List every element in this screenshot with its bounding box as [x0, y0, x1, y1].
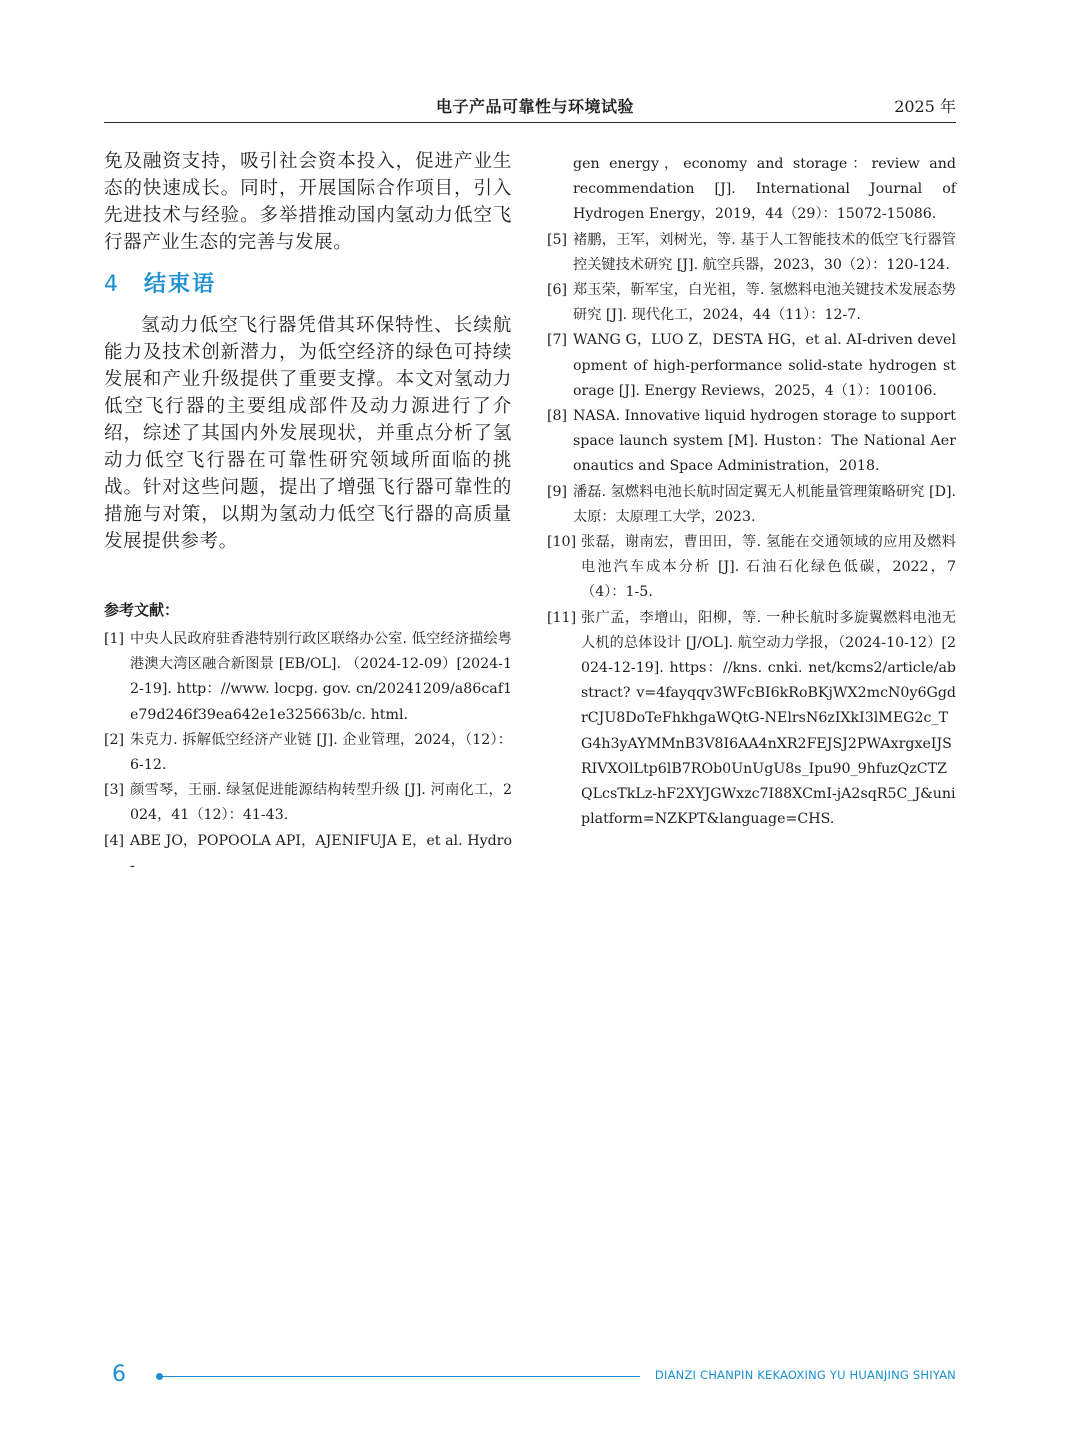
reference-text: NASA. Innovative liquid hydrogen storage to support space launch system [M]. Huston：The National Aeronautics and Space Administration，2018. — [573, 408, 956, 475]
reference-number: [4] — [104, 832, 125, 849]
reference-text: 潘磊. 氢燃料电池长航时固定翼无人机能量管理策略研究 [D]. 太原：太原理工大学，2023. — [573, 483, 956, 525]
reference-number: [1] — [104, 631, 125, 647]
reference-number: [10] — [547, 534, 577, 551]
references-title: 参考文献： — [104, 601, 180, 619]
intro-paragraph: 免及融资支持，吸引社会资本投入，促进产业生态的快速成长。同时，开展国际合作项目，引入先进技术与经验。多举措推动国内氢动力低空飞行器产业生态的完善与发展。 — [104, 151, 512, 253]
reference-item — [104, 728, 512, 778]
reference-item — [547, 278, 956, 328]
section-title: 结束语 — [144, 272, 217, 297]
reference-text: ABE JO，POPOOLA API，AJENIFUJA E，et al. Hydro- — [130, 832, 512, 874]
issue-year: 2025 年 — [894, 97, 956, 116]
footer-rule — [162, 1376, 640, 1377]
reference-item — [104, 829, 512, 879]
conclusion-paragraph: 氢动力低空飞行器凭借其环保特性、长续航能力及技术创新潜力，为低空经济的绿色可持续发展和产业升级提供了重要支撑。本文对氢动力低空飞行器的主要组成部件及动力源进行了介绍，综述了其国内外发展现状，并重点分析了氢动力低空飞行器在可靠性研究领域所面临的挑战。针对这些问题，提出了增强飞行器可靠性的措施与对策，以期为氢动力低空飞行器的高质量发展提供参考。 — [104, 315, 512, 552]
reference-text: 颜雪琴，王丽. 绿氢促进能源结构转型升级 [J]. 河南化工，2024，41（12）：41-43. — [130, 782, 512, 824]
reference-item — [547, 328, 956, 404]
reference-text: 朱克力. 拆解低空经济产业链 [J]. 企业管理，2024，（12）：6-12. — [130, 731, 512, 774]
reference-text: 张磊，谢南宏，曹田田，等. 氢能在交通领域的应用及燃料电池汽车成本分析 [J]. 石油石化绿色低碳，2022，7（4）：1-5. — [581, 534, 956, 601]
reference-item — [104, 627, 512, 728]
page-header — [104, 94, 956, 123]
reference-item — [547, 404, 956, 480]
reference-text: WANG G，LUO Z，DESTA HG，et al. AI-driven development of high-performance solid-state hydrogen storage [J]. Energy Reviews，2025，4（1）：100106. — [573, 332, 956, 399]
reference-number: [7] — [547, 332, 568, 349]
reference-item — [104, 778, 512, 828]
right-column — [547, 152, 956, 832]
reference-text: 郑玉荣，靳军宝，白光祖，等. 氢燃料电池关键技术发展态势研究 [J]. 现代化工，2024，44（11）：12-7. — [573, 282, 956, 324]
reference-text: 褚鹏，王军，刘树光，等. 基于人工智能技术的低空飞行器管控关键技术研究 [J]. 航空兵器，2023，30（2）：120-124. — [573, 231, 956, 273]
journal-title: 电子产品可靠性与环境试验 — [436, 97, 635, 116]
reference-text: 张广孟，李增山，阳柳，等. 一种长航时多旋翼燃料电池无人机的总体设计 [J/OL]. 航空动力学报，（2024-10-12）[2024-12-19]. https：//kns. cnki. net/kcms2/article/abstract? v=4fayqqv3WFcBI6kRoBKjWX2mcN0y6GgdrCJU8DoTeFhkhgaWQtG-NElrsN6zIXkI3lMEG2c_TG4h3yAYMMnB3V8I6AA4nXR2FEJSJ2PWAxrgxeIJSRIVXOlLtp6lB7ROb0UnUgU8s_Ipu90_9hfuzQzCTZQLcsTkLz-hF2XYJGWxzc7I88XCmI-jA2sqR5C_J&uniplatform=NZKPT&language=CHS. — [581, 609, 956, 828]
reference-item — [547, 530, 956, 606]
running-title: DIANZI CHANPIN KEKAOXING YU HUANJING SHIYAN — [654, 1368, 956, 1382]
reference-item — [547, 606, 956, 833]
reference-number: [5] — [547, 231, 568, 248]
reference-number: [2] — [104, 731, 125, 748]
left-column — [104, 148, 512, 879]
reference-number: [11] — [547, 609, 577, 626]
reference-item — [547, 480, 956, 530]
reference-number: [9] — [547, 483, 568, 500]
reference-item — [547, 228, 956, 278]
reference-number: [8] — [547, 408, 568, 425]
section-heading — [104, 270, 512, 300]
reference-number: [3] — [104, 782, 125, 799]
reference-number: [6] — [547, 282, 568, 299]
reference-continuation: gen energy，economy and storage：review and recommendation [J]. International Journal of Hydrogen Energy，2019，44（29）：15072-15086. — [573, 156, 956, 223]
reference-text: 中央人民政府驻香港特别行政区联络办公室. 低空经济描绘粤港澳大湾区融合新图景 [EB/OL]. （2024-12-09）[2024-12-19]. http：//www. locpg. gov. cn/20241209/a86caf1e79d246f39ea642e1e325663b/c. html. — [130, 631, 512, 723]
page-footer — [104, 1362, 956, 1392]
section-number: 4 — [104, 272, 120, 297]
page-number: 6 — [112, 1362, 126, 1387]
